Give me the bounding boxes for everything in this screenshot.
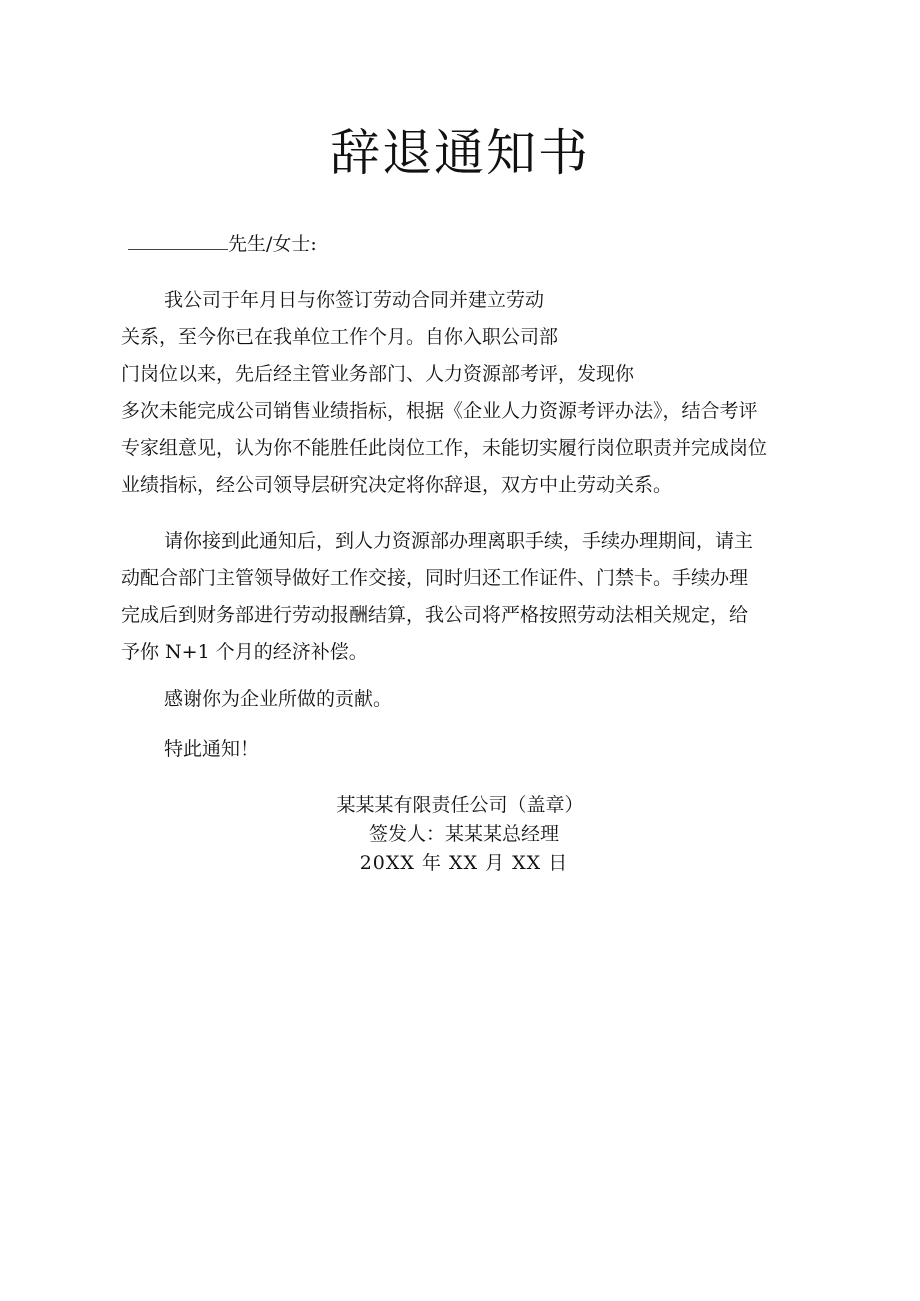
paragraph-line: 专家组意见，认为你不能胜任此岗位工作，未能切实履行岗位职责并完成岗位 [121, 437, 768, 459]
paragraph-dismissal-reason [121, 282, 811, 504]
paragraph-procedures [121, 523, 811, 671]
paragraph-line: 关系，至今你已在我单位工作个月。自你入职公司部 [121, 326, 559, 348]
salutation [128, 229, 317, 259]
paragraph-line: 予你 N+1 个月的经济补偿。 [121, 641, 368, 663]
paragraph-closing [121, 731, 811, 768]
paragraph-line: 特此通知！ [164, 738, 260, 760]
paragraph-line: 我公司于年月日与你签订劳动合同并建立劳动 [164, 289, 545, 311]
paragraph-line: 业绩指标，经公司领导层研究决定将你辞退，双方中止劳动关系。 [121, 474, 673, 496]
paragraph-line: 门岗位以来，先后经主管业务部门、人力资源部考评，发现你 [121, 363, 635, 385]
paragraph-line: 动配合部门主管领导做好工作交接，同时归还工作证件、门禁卡。手续办理 [121, 567, 749, 589]
signature-signer: 签发人：某某某总经理 [368, 823, 559, 845]
document-title: 辞退通知书 [330, 124, 590, 182]
paragraph-line: 完成后到财务部进行劳动报酬结算，我公司将严格按照劳动法相关规定，给 [121, 604, 749, 626]
signature-company: 某某某有限责任公司（盖章） [336, 794, 584, 816]
paragraph-line: 请你接到此通知后，到人力资源部办理离职手续，手续办理期间，请主 [164, 530, 754, 552]
paragraph-thanks [121, 681, 811, 718]
salutation-suffix: 先生/女士: [228, 233, 317, 255]
recipient-name-blank [128, 231, 228, 250]
paragraph-line: 多次未能完成公司销售业绩指标，根据《企业人力资源考评办法》，结合考评 [121, 400, 758, 422]
signature-date: 20XX 年 XX 月 XX 日 [359, 852, 569, 874]
signature-block [0, 791, 920, 878]
paragraph-line: 感谢你为企业所做的贡献。 [164, 688, 393, 710]
